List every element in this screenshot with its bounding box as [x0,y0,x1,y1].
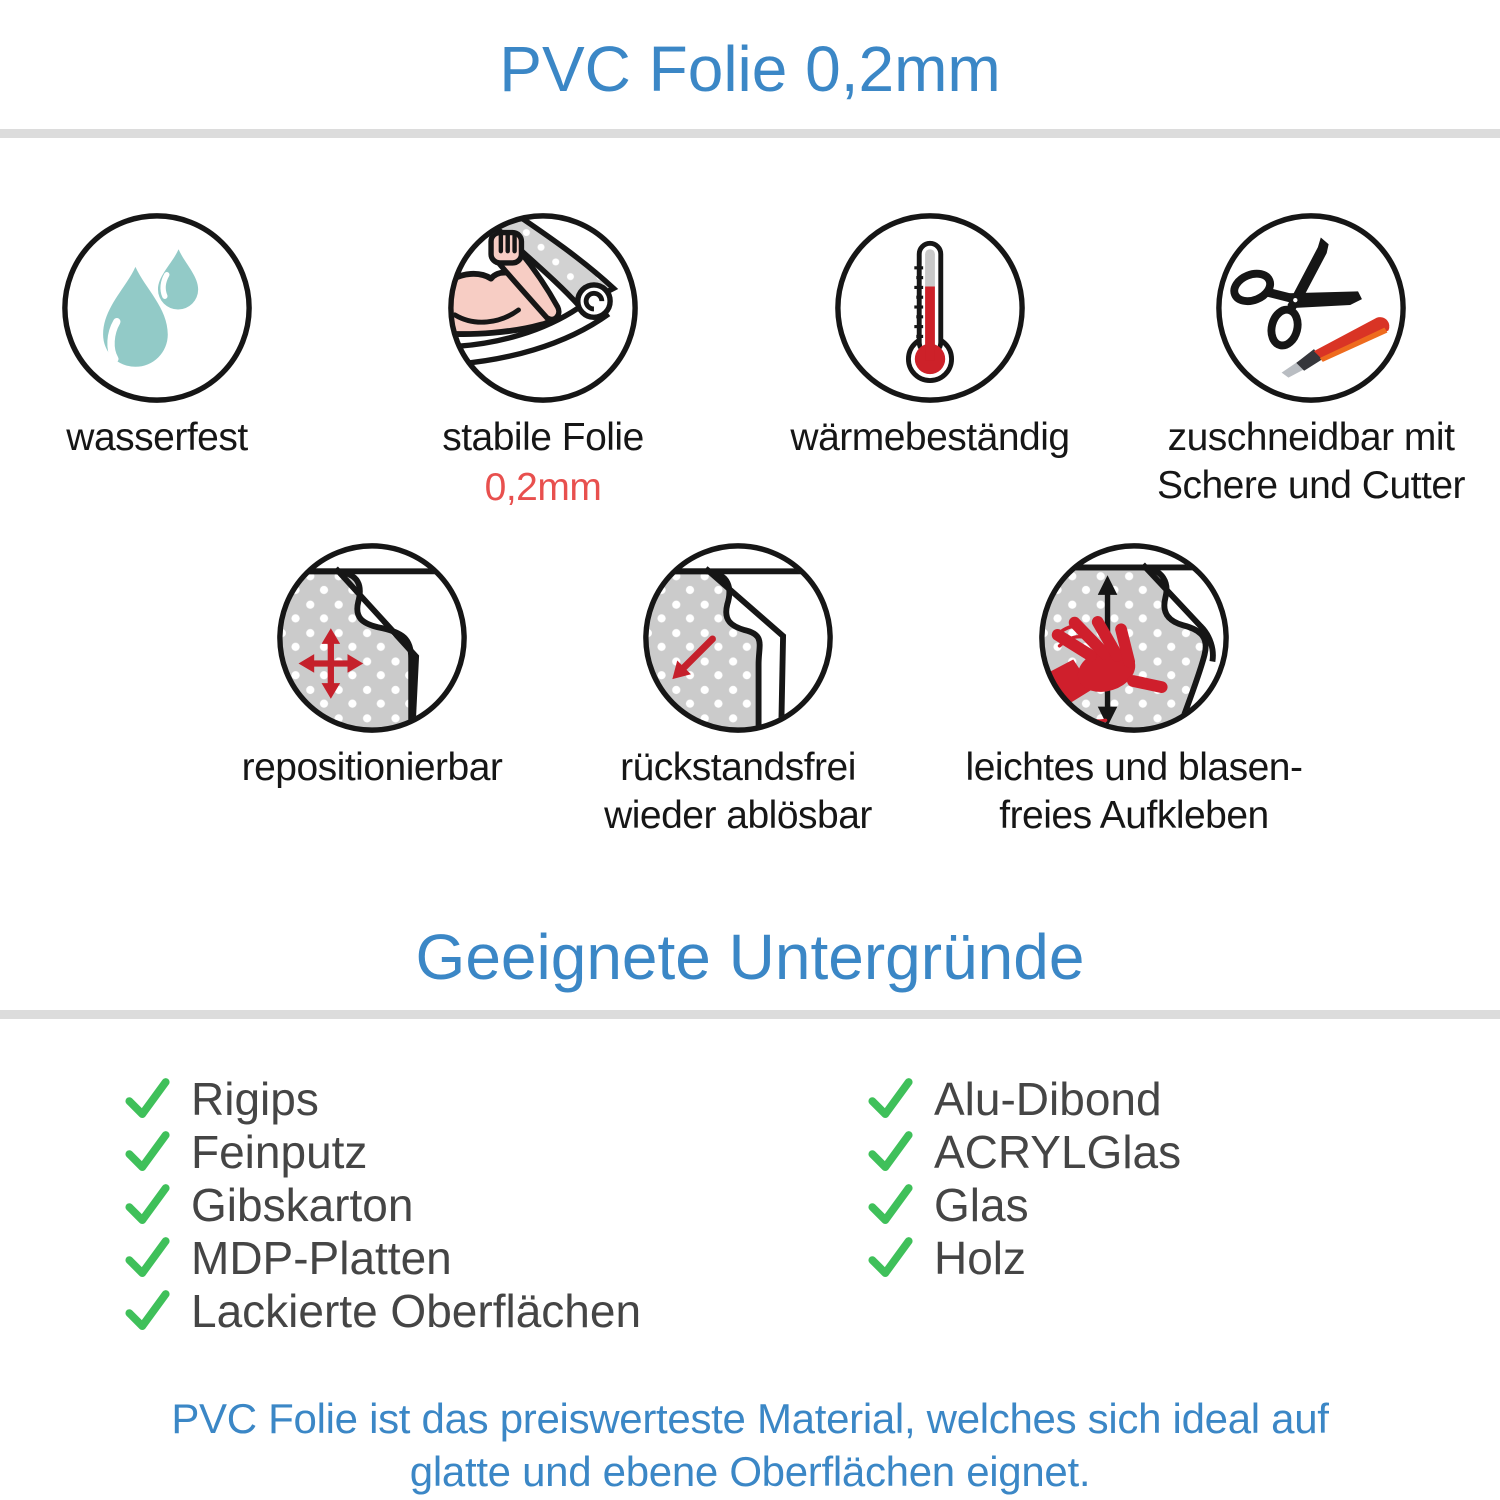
surface-label: MDP-Platten [191,1231,452,1284]
surface-label: Glas [934,1178,1029,1231]
feature-blasenfrei [944,540,1324,840]
surface-label: Rigips [191,1072,319,1125]
feature-stabile-folie [353,210,733,512]
feature-waermebestaendig [740,210,1120,462]
feature-label: wärmebeständig [790,416,1070,459]
divider-middle [0,1010,1500,1019]
checkmark-icon [125,1288,170,1333]
feature-label-line2: wieder ablösbar [604,794,872,837]
list-item [125,1072,641,1125]
feature-sublabel-thickness: 0,2mm [484,466,602,509]
list-item [868,1231,1181,1284]
foil-move-arrows-icon [274,540,470,736]
surface-label: Lackierte Oberflächen [191,1284,642,1337]
hand-smoothing-foil-icon [1036,540,1232,736]
checkmark-icon [125,1182,170,1227]
feature-label-line2: freies Aufkleben [999,794,1269,837]
water-drops-icon [59,210,255,406]
feature-label: leichtes und blasen- [965,746,1303,789]
scissors-and-cutter-icon [1213,210,1409,406]
checkmark-icon [868,1076,913,1121]
footer-line2: glatte und ebene Oberflächen eignet. [409,1448,1091,1495]
surface-label: Feinputz [191,1125,368,1178]
page-title: PVC Folie 0,2mm [499,33,1001,105]
list-item [868,1178,1181,1231]
list-item [868,1072,1181,1125]
surface-label: ACRYLGlas [934,1125,1182,1178]
list-item [125,1284,641,1337]
divider-top [0,129,1500,138]
surface-label: Gibskarton [191,1178,414,1231]
footer-line1: PVC Folie ist das preiswerteste Material, welches sich ideal auf [171,1395,1329,1442]
feature-label: repositionierbar [241,746,503,789]
surface-label: Holz [934,1231,1027,1284]
feature-label: stabile Folie [442,416,644,459]
foil-peel-arrow-icon [640,540,836,736]
feature-label: zuschneidbar mit [1167,416,1455,459]
list-item [125,1231,641,1284]
thermometer-icon [832,210,1028,406]
surfaces-column-left [125,1072,641,1337]
checkmark-icon [868,1182,913,1227]
feature-zuschneidbar [1121,210,1500,510]
feature-rueckstandsfrei [548,540,928,840]
checkmark-icon [125,1076,170,1121]
surfaces-column-right [868,1072,1181,1284]
checkmark-icon [868,1129,913,1174]
feature-label-line2: Schere und Cutter [1156,464,1465,507]
list-item [868,1125,1181,1178]
surface-label: Alu-Dibond [934,1072,1162,1125]
feature-repositionierbar [182,540,562,792]
feature-label: rückstandsfrei [620,746,856,789]
checkmark-icon [868,1235,913,1280]
feature-label: wasserfest [66,416,248,459]
footer-note [0,1392,1500,1498]
checkmark-icon [125,1235,170,1280]
list-item [125,1178,641,1231]
list-item [125,1125,641,1178]
feature-wasserfest [0,210,347,462]
section-title-untergruende: Geeignete Untergründe [415,921,1085,993]
checkmark-icon [125,1129,170,1174]
flexed-arm-foil-roll-icon [445,210,641,406]
